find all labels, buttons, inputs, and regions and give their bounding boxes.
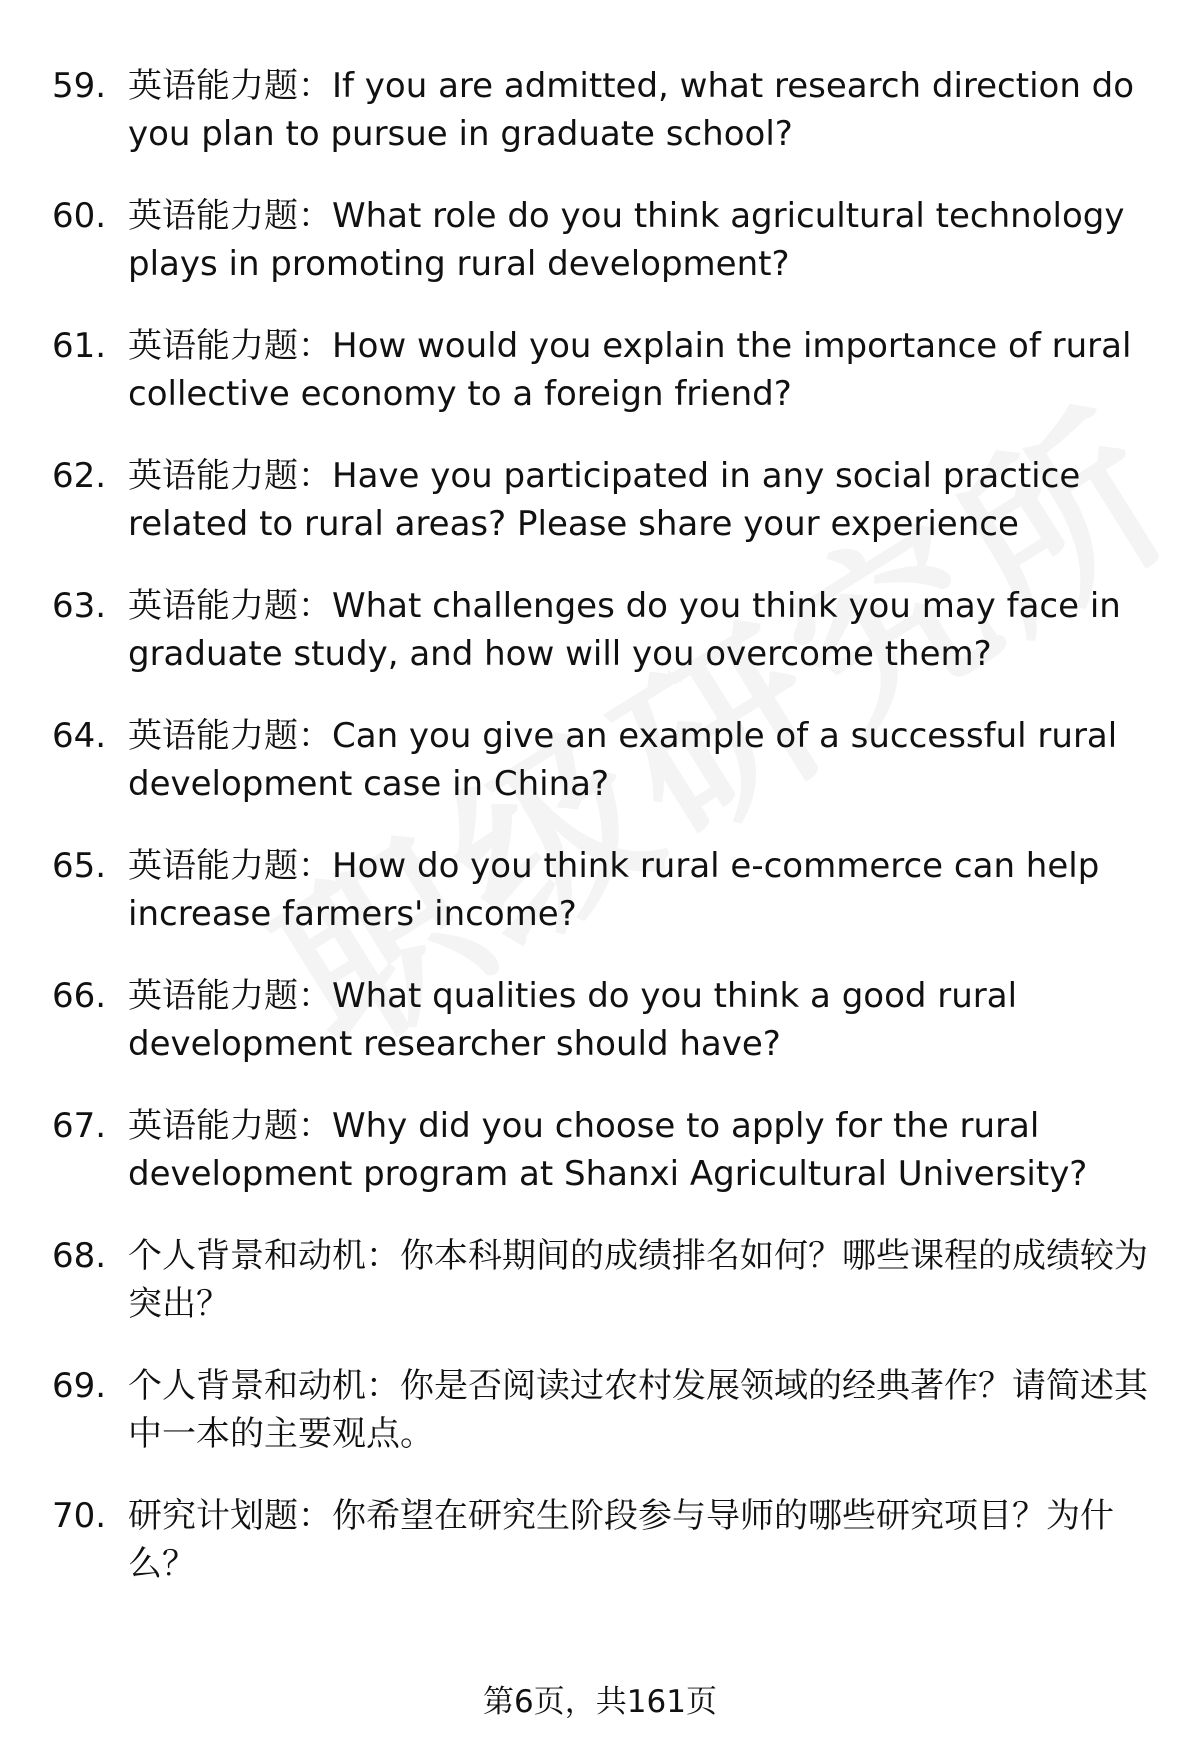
question-text: 英语能力题：Why did you choose to apply for the rural development program at Shanxi Agricultural University?	[128, 1106, 1088, 1194]
question-number: 64.	[52, 716, 107, 756]
question-number: 59.	[52, 66, 107, 106]
question-number: 68.	[52, 1236, 107, 1276]
question-text: 英语能力题：How would you explain the importance of rural collective economy to a foreign friend?	[128, 326, 1132, 414]
question-number: 67.	[52, 1106, 107, 1146]
question-text: 英语能力题：How do you think rural e-commerce can help increase farmers' income?	[128, 846, 1100, 934]
question-number: 62.	[52, 456, 107, 496]
page-footer	[0, 1682, 1200, 1722]
question-item	[0, 452, 1200, 548]
question-text: 英语能力题：If you are admitted, what research direction do you plan to pursue in graduate school?	[128, 66, 1135, 154]
question-item	[0, 582, 1200, 678]
question-item	[0, 712, 1200, 808]
question-number: 70.	[52, 1496, 107, 1536]
question-item	[0, 842, 1200, 938]
question-number: 61.	[52, 326, 107, 366]
question-number: 69.	[52, 1366, 107, 1406]
question-text: 研究计划题：你希望在研究生阶段参与导师的哪些研究项目？为什么？	[128, 1496, 1114, 1584]
question-item	[0, 972, 1200, 1068]
question-number: 63.	[52, 586, 107, 626]
question-text: 个人背景和动机：你是否阅读过农村发展领域的经典著作？请简述其中一本的主要观点。	[128, 1366, 1148, 1454]
question-text: 英语能力题：What qualities do you think a good rural development researcher should have?	[128, 976, 1018, 1064]
question-text: 英语能力题：Can you give an example of a successful rural development case in China?	[128, 716, 1118, 804]
question-text: 英语能力题：What challenges do you think you may face in graduate study, and how will you overcome them?	[128, 586, 1121, 674]
question-item	[0, 1102, 1200, 1198]
question-text: 英语能力题：What role do you think agricultural technology plays in promoting rural development?	[128, 196, 1125, 284]
question-item	[0, 1492, 1200, 1588]
question-text: 个人背景和动机：你本科期间的成绩排名如何？哪些课程的成绩较为突出？	[128, 1236, 1148, 1324]
question-item	[0, 1232, 1200, 1328]
question-number: 66.	[52, 976, 107, 1016]
question-number: 60.	[52, 196, 107, 236]
question-list	[0, 62, 1200, 1622]
page-number-label: 第6页，共161页	[483, 1684, 717, 1720]
question-number: 65.	[52, 846, 107, 886]
question-item	[0, 1362, 1200, 1458]
question-text: 英语能力题：Have you participated in any social practice related to rural areas? Please share your experience	[128, 456, 1081, 544]
question-item	[0, 62, 1200, 158]
question-item	[0, 322, 1200, 418]
question-item	[0, 192, 1200, 288]
